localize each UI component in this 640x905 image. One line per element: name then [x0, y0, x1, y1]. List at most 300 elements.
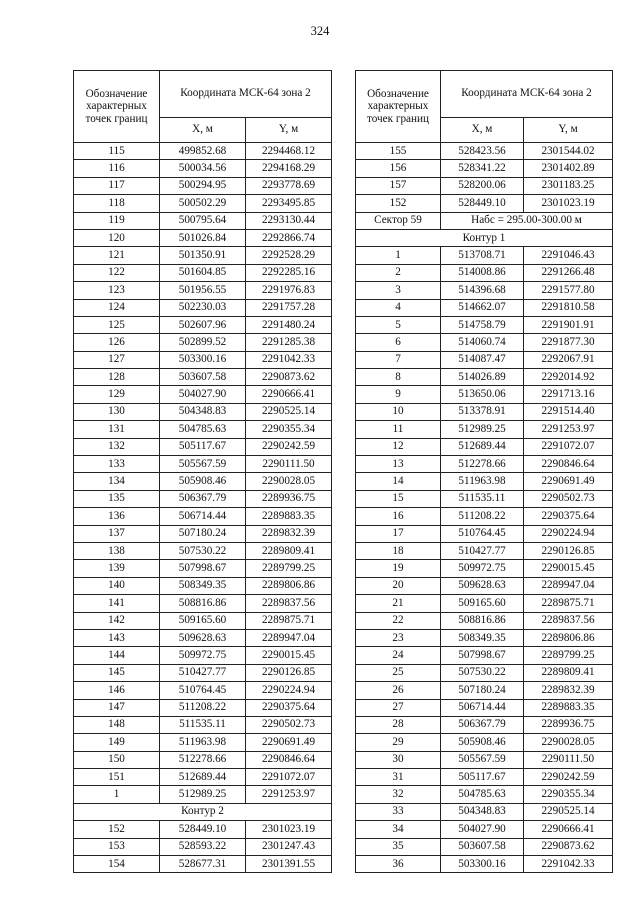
point-id-cell: 127	[74, 351, 160, 368]
page-number: 324	[310, 24, 330, 38]
table-row	[356, 769, 613, 786]
table-row	[74, 525, 332, 542]
y-coordinate-cell: 2290846.64	[524, 456, 613, 473]
table-row	[74, 334, 332, 351]
y-coordinate-cell: 2290015.45	[246, 647, 332, 664]
point-id-cell: 115	[74, 143, 160, 160]
point-id-cell: 5	[356, 316, 441, 333]
table-row	[356, 595, 613, 612]
y-coordinate-cell: 2292528.29	[246, 247, 332, 264]
point-id-cell: 157	[356, 177, 441, 194]
point-id-cell: 129	[74, 386, 160, 403]
table-row	[356, 351, 613, 368]
y-coordinate-cell: 2289947.04	[524, 577, 613, 594]
point-id-cell: 135	[74, 490, 160, 507]
table-row	[356, 525, 613, 542]
table-row	[356, 699, 613, 716]
y-coordinate-cell: 2301023.19	[246, 821, 332, 838]
table-row	[74, 160, 332, 177]
table-row	[74, 595, 332, 612]
point-id-cell: 14	[356, 473, 441, 490]
y-coordinate-cell: 2290502.73	[524, 490, 613, 507]
point-id-cell: 26	[356, 682, 441, 699]
table-row	[74, 821, 332, 838]
x-coordinate-cell: 504785.63	[441, 786, 524, 803]
y-coordinate-cell: 2289883.35	[246, 508, 332, 525]
point-id-cell: 18	[356, 542, 441, 559]
x-coordinate-cell: 501350.91	[160, 247, 246, 264]
coordinates-table-left	[73, 70, 332, 873]
y-coordinate-cell: 2289799.25	[524, 647, 613, 664]
point-id-cell: 142	[74, 612, 160, 629]
header-y: Y, м	[524, 118, 613, 143]
table-row	[74, 212, 332, 229]
y-coordinate-cell: 2291042.33	[524, 856, 613, 873]
table-row	[356, 282, 613, 299]
x-coordinate-cell: 500795.64	[160, 212, 246, 229]
y-coordinate-cell: 2291713.16	[524, 386, 613, 403]
table-header	[74, 71, 332, 143]
point-id-cell: 128	[74, 369, 160, 386]
header-coordinate-group: Координата МСК-64 зона 2	[160, 71, 332, 118]
x-coordinate-cell: 499852.68	[160, 143, 246, 160]
x-coordinate-cell: 504027.90	[160, 386, 246, 403]
x-coordinate-cell: 509628.63	[441, 577, 524, 594]
y-coordinate-cell: 2290242.59	[246, 438, 332, 455]
x-coordinate-cell: 513378.91	[441, 403, 524, 420]
x-coordinate-cell: 514396.68	[441, 282, 524, 299]
contour-heading: Контур 2	[74, 803, 332, 820]
x-coordinate-cell: 510764.45	[160, 682, 246, 699]
x-coordinate-cell: 509972.75	[441, 560, 524, 577]
x-coordinate-cell: 507998.67	[441, 647, 524, 664]
point-id-cell: 6	[356, 334, 441, 351]
y-coordinate-cell: 2290375.64	[524, 508, 613, 525]
table-row	[74, 647, 332, 664]
table-header	[356, 71, 613, 143]
y-coordinate-cell: 2290126.85	[524, 542, 613, 559]
y-coordinate-cell: 2290666.41	[524, 821, 613, 838]
x-coordinate-cell: 513650.06	[441, 386, 524, 403]
point-id-cell: 144	[74, 647, 160, 664]
table-row	[356, 264, 613, 281]
point-id-cell: 152	[74, 821, 160, 838]
point-id-cell: 35	[356, 838, 441, 855]
x-coordinate-cell: 528593.22	[160, 838, 246, 855]
table-row	[356, 856, 613, 873]
point-id-cell: 33	[356, 803, 441, 820]
point-id-cell: 137	[74, 525, 160, 542]
x-coordinate-cell: 502607.96	[160, 316, 246, 333]
point-id-cell: 150	[74, 751, 160, 768]
table-row	[356, 821, 613, 838]
y-coordinate-cell: 2289809.41	[246, 542, 332, 559]
x-coordinate-cell: 500502.29	[160, 195, 246, 212]
y-coordinate-cell: 2291253.97	[524, 421, 613, 438]
y-coordinate-cell: 2290224.94	[524, 525, 613, 542]
point-id-cell: 124	[74, 299, 160, 316]
y-coordinate-cell: 2301023.19	[524, 195, 613, 212]
y-coordinate-cell: 2291577.80	[524, 282, 613, 299]
point-id-cell: 121	[74, 247, 160, 264]
x-coordinate-cell: 501026.84	[160, 229, 246, 246]
y-coordinate-cell: 2291042.33	[246, 351, 332, 368]
table-row	[356, 647, 613, 664]
point-id-cell: 30	[356, 751, 441, 768]
x-coordinate-cell: 503300.16	[441, 856, 524, 873]
point-id-cell: 125	[74, 316, 160, 333]
point-id-cell: 151	[74, 769, 160, 786]
table-row	[356, 664, 613, 681]
x-coordinate-cell: 512989.25	[441, 421, 524, 438]
x-coordinate-cell: 507530.22	[441, 664, 524, 681]
x-coordinate-cell: 508349.35	[441, 629, 524, 646]
x-coordinate-cell: 511208.22	[160, 699, 246, 716]
table-row	[74, 664, 332, 681]
y-coordinate-cell: 2290028.05	[524, 734, 613, 751]
table-row	[74, 629, 332, 646]
table-row	[74, 699, 332, 716]
y-coordinate-cell: 2289936.75	[524, 716, 613, 733]
y-coordinate-cell: 2301247.43	[246, 838, 332, 855]
header-y: Y, м	[246, 118, 332, 143]
point-id-cell: 31	[356, 769, 441, 786]
y-coordinate-cell: 2291976.83	[246, 282, 332, 299]
table-row	[356, 473, 613, 490]
table-row	[356, 629, 613, 646]
header-point-label: Обозначение характерных точек границ	[74, 71, 160, 143]
y-coordinate-cell: 2291266.48	[524, 264, 613, 281]
y-coordinate-cell: 2289875.71	[246, 612, 332, 629]
point-id-cell: 1	[74, 786, 160, 803]
point-id-cell: 149	[74, 734, 160, 751]
table-row	[356, 803, 613, 820]
point-id-cell: 34	[356, 821, 441, 838]
point-id-cell: 10	[356, 403, 441, 420]
x-coordinate-cell: 509972.75	[160, 647, 246, 664]
point-id-cell: 25	[356, 664, 441, 681]
x-coordinate-cell: 507998.67	[160, 560, 246, 577]
header-point-label: Обозначение характерных точек границ	[356, 71, 441, 143]
x-coordinate-cell: 514662.07	[441, 299, 524, 316]
point-id-cell: 36	[356, 856, 441, 873]
table-row	[74, 612, 332, 629]
point-id-cell: 16	[356, 508, 441, 525]
point-id-cell: 116	[74, 160, 160, 177]
point-id-cell: 154	[74, 856, 160, 873]
y-coordinate-cell: 2291253.97	[246, 786, 332, 803]
x-coordinate-cell: 511535.11	[441, 490, 524, 507]
x-coordinate-cell: 508349.35	[160, 577, 246, 594]
point-id-cell: 15	[356, 490, 441, 507]
x-coordinate-cell: 505117.67	[441, 769, 524, 786]
y-coordinate-cell: 2289875.71	[524, 595, 613, 612]
y-coordinate-cell: 2290111.50	[246, 456, 332, 473]
table-row	[74, 438, 332, 455]
point-id-cell: 153	[74, 838, 160, 855]
x-coordinate-cell: 505117.67	[160, 438, 246, 455]
table-row	[74, 508, 332, 525]
point-id-cell: 21	[356, 595, 441, 612]
contour-heading-row	[356, 229, 613, 246]
table-row	[356, 247, 613, 264]
x-coordinate-cell: 501604.85	[160, 264, 246, 281]
table-row	[356, 421, 613, 438]
table-row	[74, 838, 332, 855]
x-coordinate-cell: 528423.56	[441, 143, 524, 160]
table-row	[74, 143, 332, 160]
y-coordinate-cell: 2301402.89	[524, 160, 613, 177]
point-id-cell: 120	[74, 229, 160, 246]
table-row	[74, 247, 332, 264]
contour-heading-row	[74, 803, 332, 820]
y-coordinate-cell: 2290525.14	[246, 403, 332, 420]
y-coordinate-cell: 2301391.55	[246, 856, 332, 873]
point-id-cell: 145	[74, 664, 160, 681]
table-row	[356, 682, 613, 699]
table-row	[356, 508, 613, 525]
y-coordinate-cell: 2291901.91	[524, 316, 613, 333]
y-coordinate-cell: 2293495.85	[246, 195, 332, 212]
point-id-cell: 9	[356, 386, 441, 403]
x-coordinate-cell: 514026.89	[441, 369, 524, 386]
point-id-cell: 123	[74, 282, 160, 299]
point-id-cell: 24	[356, 647, 441, 664]
point-id-cell: 7	[356, 351, 441, 368]
point-id-cell: 22	[356, 612, 441, 629]
x-coordinate-cell: 510427.77	[160, 664, 246, 681]
x-coordinate-cell: 512689.44	[441, 438, 524, 455]
point-id-cell: 28	[356, 716, 441, 733]
x-coordinate-cell: 503607.58	[441, 838, 524, 855]
contour-heading: Контур 1	[356, 229, 613, 246]
point-id-cell: 11	[356, 421, 441, 438]
point-id-cell: 12	[356, 438, 441, 455]
point-id-cell: 147	[74, 699, 160, 716]
x-coordinate-cell: 514008.86	[441, 264, 524, 281]
y-coordinate-cell: 2289883.35	[524, 699, 613, 716]
y-coordinate-cell: 2291877.30	[524, 334, 613, 351]
x-coordinate-cell: 500034.56	[160, 160, 246, 177]
x-coordinate-cell: 512989.25	[160, 786, 246, 803]
point-id-cell: 122	[74, 264, 160, 281]
point-id-cell: 134	[74, 473, 160, 490]
x-coordinate-cell: 513708.71	[441, 247, 524, 264]
y-coordinate-cell: 2290375.64	[246, 699, 332, 716]
y-coordinate-cell: 2291810.58	[524, 299, 613, 316]
point-id-cell: 2	[356, 264, 441, 281]
x-coordinate-cell: 504785.63	[160, 421, 246, 438]
x-coordinate-cell: 514758.79	[441, 316, 524, 333]
y-coordinate-cell: 2290355.34	[524, 786, 613, 803]
point-id-cell: 139	[74, 560, 160, 577]
table-row	[356, 403, 613, 420]
point-id-cell: 146	[74, 682, 160, 699]
table-row	[74, 229, 332, 246]
table-row	[356, 542, 613, 559]
x-coordinate-cell: 511208.22	[441, 508, 524, 525]
point-id-cell: 131	[74, 421, 160, 438]
table-row	[356, 751, 613, 768]
table-row	[356, 386, 613, 403]
y-coordinate-cell: 2291757.28	[246, 299, 332, 316]
x-coordinate-cell: 514087.47	[441, 351, 524, 368]
point-id-cell: 3	[356, 282, 441, 299]
y-coordinate-cell: 2290691.49	[524, 473, 613, 490]
sector-label: Сектор 59	[356, 212, 441, 229]
x-coordinate-cell: 503607.58	[160, 369, 246, 386]
table-row	[356, 438, 613, 455]
table-row	[74, 542, 332, 559]
point-id-cell: 1	[356, 247, 441, 264]
y-coordinate-cell: 2291514.40	[524, 403, 613, 420]
table-row	[356, 316, 613, 333]
point-id-cell: 152	[356, 195, 441, 212]
x-coordinate-cell: 512689.44	[160, 769, 246, 786]
y-coordinate-cell: 2293130.44	[246, 212, 332, 229]
table-row	[356, 143, 613, 160]
y-coordinate-cell: 2289837.56	[246, 595, 332, 612]
table-row	[74, 682, 332, 699]
point-id-cell: 27	[356, 699, 441, 716]
table-row	[74, 856, 332, 873]
x-coordinate-cell: 506714.44	[160, 508, 246, 525]
x-coordinate-cell: 509165.60	[441, 595, 524, 612]
y-coordinate-cell: 2289936.75	[246, 490, 332, 507]
point-id-cell: 155	[356, 143, 441, 160]
table-row	[356, 177, 613, 194]
x-coordinate-cell: 528677.31	[160, 856, 246, 873]
y-coordinate-cell: 2290873.62	[246, 369, 332, 386]
x-coordinate-cell: 507180.24	[160, 525, 246, 542]
y-coordinate-cell: 2289837.56	[524, 612, 613, 629]
table-row	[74, 577, 332, 594]
x-coordinate-cell: 511963.98	[441, 473, 524, 490]
point-id-cell: 138	[74, 542, 160, 559]
x-coordinate-cell: 502899.52	[160, 334, 246, 351]
y-coordinate-cell: 2289832.39	[524, 682, 613, 699]
y-coordinate-cell: 2290028.05	[246, 473, 332, 490]
table-row	[356, 577, 613, 594]
table-row	[356, 734, 613, 751]
y-coordinate-cell: 2290355.34	[246, 421, 332, 438]
y-coordinate-cell: 2291285.38	[246, 334, 332, 351]
y-coordinate-cell: 2290126.85	[246, 664, 332, 681]
x-coordinate-cell: 505908.46	[160, 473, 246, 490]
x-coordinate-cell: 503300.16	[160, 351, 246, 368]
x-coordinate-cell: 510764.45	[441, 525, 524, 542]
point-id-cell: 23	[356, 629, 441, 646]
table-row	[356, 369, 613, 386]
table-row	[356, 490, 613, 507]
table-row	[356, 195, 613, 212]
y-coordinate-cell: 2292014.92	[524, 369, 613, 386]
x-coordinate-cell: 514060.74	[441, 334, 524, 351]
x-coordinate-cell: 508816.86	[160, 595, 246, 612]
y-coordinate-cell: 2291046.43	[524, 247, 613, 264]
table-row	[74, 560, 332, 577]
table-row	[74, 386, 332, 403]
point-id-cell: 19	[356, 560, 441, 577]
point-id-cell: 29	[356, 734, 441, 751]
x-coordinate-cell: 509628.63	[160, 629, 246, 646]
y-coordinate-cell: 2289809.41	[524, 664, 613, 681]
point-id-cell: 8	[356, 369, 441, 386]
y-coordinate-cell: 2289806.86	[524, 629, 613, 646]
table-row	[74, 456, 332, 473]
table-row	[74, 351, 332, 368]
table-row	[74, 264, 332, 281]
x-coordinate-cell: 528449.10	[441, 195, 524, 212]
table-row	[74, 734, 332, 751]
y-coordinate-cell: 2290015.45	[524, 560, 613, 577]
table-row	[74, 369, 332, 386]
header-x: X, м	[441, 118, 524, 143]
x-coordinate-cell: 528449.10	[160, 821, 246, 838]
table-row	[74, 769, 332, 786]
x-coordinate-cell: 512278.66	[441, 456, 524, 473]
y-coordinate-cell: 2290224.94	[246, 682, 332, 699]
point-id-cell: 32	[356, 786, 441, 803]
x-coordinate-cell: 512278.66	[160, 751, 246, 768]
x-coordinate-cell: 505567.59	[441, 751, 524, 768]
y-coordinate-cell: 2294168.29	[246, 160, 332, 177]
point-id-cell: 133	[74, 456, 160, 473]
y-coordinate-cell: 2291072.07	[524, 438, 613, 455]
y-coordinate-cell: 2301183.25	[524, 177, 613, 194]
table-row	[356, 160, 613, 177]
y-coordinate-cell: 2291072.07	[246, 769, 332, 786]
point-id-cell: 119	[74, 212, 160, 229]
point-id-cell: 118	[74, 195, 160, 212]
table-row	[74, 282, 332, 299]
point-id-cell: 140	[74, 577, 160, 594]
point-id-cell: 17	[356, 525, 441, 542]
x-coordinate-cell: 500294.95	[160, 177, 246, 194]
table-row	[74, 421, 332, 438]
table-row	[356, 612, 613, 629]
table-row	[74, 299, 332, 316]
x-coordinate-cell: 528341.22	[441, 160, 524, 177]
table-row	[74, 490, 332, 507]
y-coordinate-cell: 2290666.41	[246, 386, 332, 403]
coordinates-table-right	[355, 70, 613, 873]
x-coordinate-cell: 528200.06	[441, 177, 524, 194]
x-coordinate-cell: 504027.90	[441, 821, 524, 838]
header-coordinate-group: Координата МСК-64 зона 2	[441, 71, 613, 118]
point-id-cell: 20	[356, 577, 441, 594]
y-coordinate-cell: 2290502.73	[246, 716, 332, 733]
y-coordinate-cell: 2290846.64	[246, 751, 332, 768]
x-coordinate-cell: 511963.98	[160, 734, 246, 751]
y-coordinate-cell: 2290691.49	[246, 734, 332, 751]
point-id-cell: 136	[74, 508, 160, 525]
x-coordinate-cell: 504348.83	[160, 403, 246, 420]
y-coordinate-cell: 2290111.50	[524, 751, 613, 768]
x-coordinate-cell: 509165.60	[160, 612, 246, 629]
x-coordinate-cell: 505567.59	[160, 456, 246, 473]
table-row	[74, 716, 332, 733]
sector-row	[356, 212, 613, 229]
table-row	[74, 786, 332, 803]
table-row	[74, 316, 332, 333]
x-coordinate-cell: 502230.03	[160, 299, 246, 316]
x-coordinate-cell: 506367.79	[441, 716, 524, 733]
point-id-cell: 132	[74, 438, 160, 455]
x-coordinate-cell: 510427.77	[441, 542, 524, 559]
table-row	[356, 716, 613, 733]
table-row	[74, 403, 332, 420]
